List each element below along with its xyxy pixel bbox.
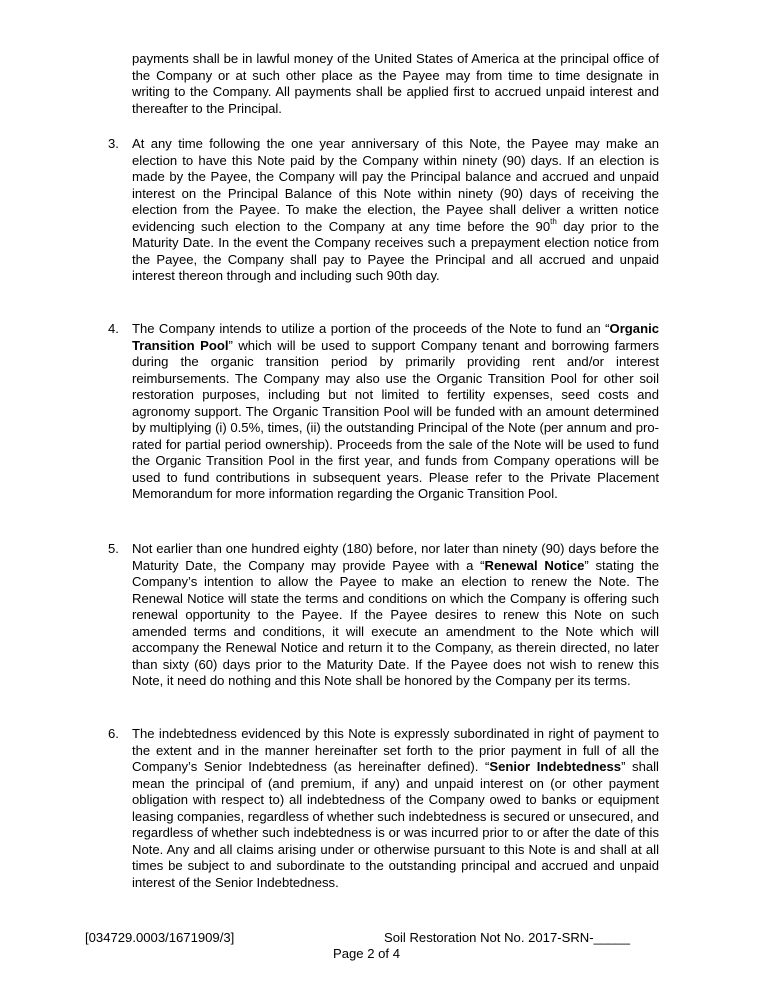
paragraph-text: The indebtedness evidenced by this Note is expressly subordinated in right of payment to the extent and in the manner hereinafter set forth to the prior payment in full of all the Company’s Senior Indebtedness (as hereinafter defined). “ bbox=[132, 726, 659, 774]
paragraph-text: day prior to the Maturity Date. In the event the Company receives such a prepayment election notice from the Payee, the Company shall pay to Payee the Principal and all accrued and unpaid interest thereon through and including such 90th day. bbox=[132, 218, 660, 283]
defined-term: Organic Transition Pool bbox=[132, 321, 659, 353]
item-number: 6. bbox=[108, 726, 119, 741]
item-number: 4. bbox=[108, 321, 119, 336]
footer-title: Soil Restoration Not No. 2017-SRN-_____ bbox=[384, 930, 631, 945]
paragraph-5 bbox=[132, 541, 659, 690]
continuation-paragraph: payments shall be in lawful money of the United States of America at the principal office of the Company or at such other place as the Payee may from time to time designate in writing to the Company. All payments shall be applied first to accrued unpaid interest and thereafter to the Principal. bbox=[132, 51, 659, 116]
paragraph-4 bbox=[132, 321, 659, 503]
paragraph-3 bbox=[132, 136, 659, 285]
paragraph-text: ” shall mean the principal of (and premium, if any) and unpaid interest on (or other payment obligation with respect to) all indebtedness of the Company owed to banks or equipment leasing companies, regardless of whether such indebtedness is secured or unsecured, and regardless of whether such indebtedness is or was incurred prior to or after the date of this Note. Any and all claims arising under or otherwise pursuant to this Note is and shall at all times be subject to and subordinate to the outstanding principal and accrued and unpaid interest of the Senior Indebtedness. bbox=[132, 759, 659, 890]
paragraph-text: ” which will be used to support Company tenant and borrowing farmers during the organic transition period by primarily providing rent and/or interest reimbursements. The Company may also use the Organic Transition Pool for other soil restoration purposes, including but not limited to fertility expenses, seed costs and agronomy support. The Organic Transition Pool will be funded with an amount determined by multiplying (i) 0.5%, times, (ii) the outstanding Principal of the Note (per annum and pro-rated for partial period ownership). Proceeds from the sale of the Note will be used to fund the Organic Transition Pool in the first year, and funds from Company operations will be used to fund contributions in subsequent years. Please refer to the Private Placement Memorandum for more information regarding the Organic Transition Pool. bbox=[132, 337, 659, 501]
defined-term: Renewal Notice bbox=[484, 557, 585, 573]
ordinal-suffix: th bbox=[550, 217, 557, 227]
paragraph-text: ” stating the Company’s intention to allow the Payee to make an election to renew the Note. The Renewal Notice will state the terms and conditions on which the Company is offering such renewal opportunity to the Payee. If the Payee desires to renew this Note on such amended terms and conditions, it will execute an amendment to the Note which will accompany the Renewal Notice and return it to the Company, as therein directed, no later than sixty (60) days prior to the Maturity Date. If the Payee does not wish to renew this Note, it need do nothing and this Note shall be honored by the Company per its terms. bbox=[132, 557, 660, 688]
defined-term: Senior Indebtedness bbox=[489, 759, 622, 774]
item-number: 5. bbox=[108, 541, 119, 556]
paragraph-text: The Company intends to utilize a portion of the proceeds of the Note to fund an “ bbox=[132, 321, 610, 336]
item-number: 3. bbox=[108, 136, 119, 151]
footer-doc-id: [034729.0003/1671909/3] bbox=[85, 930, 235, 945]
page-number: Page 2 of 4 bbox=[333, 946, 400, 961]
paragraph-6 bbox=[132, 726, 659, 891]
paragraph-text: At any time following the one year anniversary of this Note, the Payee may make an election to have this Note paid by the Company within ninety (90) days. If an election is made by the Payee, the Company will pay the Principal balance and accrued and unpaid interest on the Principal Balance of this Note within ninety (90) days of receiving the election from the Payee. To make the election, the Payee shall deliver a written notice evidencing such election to the Company at any time before the 90 bbox=[132, 136, 659, 234]
paragraph-text: Not earlier than one hundred eighty (180) before, nor later than ninety (90) days before the Maturity Date, the Company may provide Payee with a “ bbox=[132, 541, 659, 573]
